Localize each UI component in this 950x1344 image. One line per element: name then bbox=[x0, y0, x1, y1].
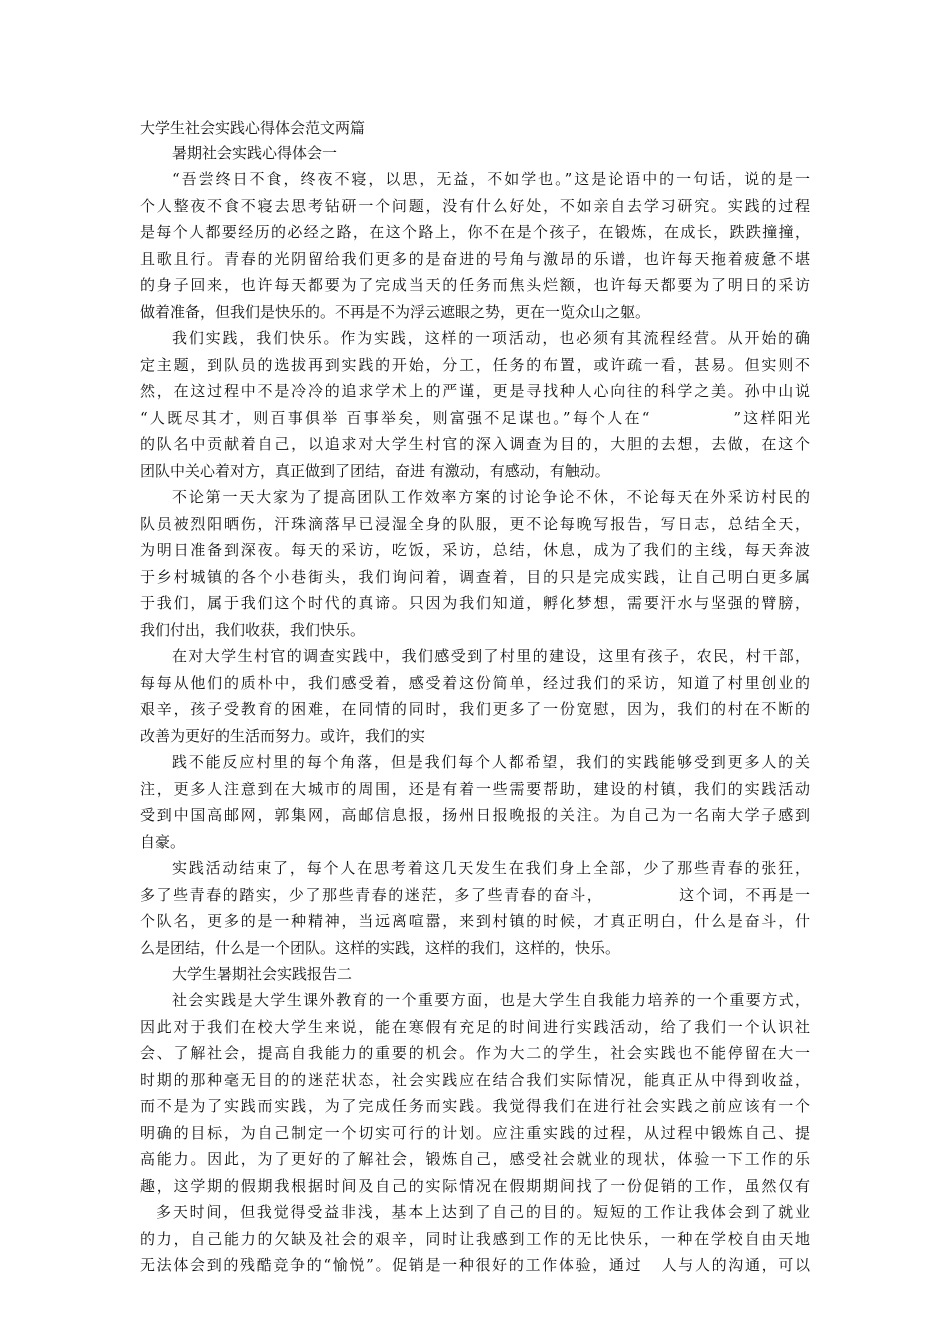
text-line: 会、了解社会，提高自我能力的重要的机会。作为大二的学生，社会实践也不能停留在大一 bbox=[140, 1044, 810, 1062]
text-line: 因此对于我们在校大学生来说，能在寒假有充足的时间进行实践活动，给了我们一个认识社 bbox=[140, 1017, 810, 1036]
text-line: 的力，自己能力的欠缺及社会的艰辛，同时让我感到工作的无比快乐，一种在学校自由天地 bbox=[140, 1229, 810, 1248]
text-line: 团队中关心着对方，真正做到了团结，奋进 有激动，有感动，有触动。 bbox=[140, 461, 610, 480]
paragraph-3 bbox=[140, 484, 810, 643]
text-line: “吾尝终日不食，终夜不寝，以思，无益，不如学也。”这是论语中的一句话，说的是一 bbox=[172, 170, 810, 188]
paragraph-4 bbox=[140, 643, 810, 749]
text-line: 我们实践，我们快乐。作为实践，这样的一项活动，也必须有其流程经营。从开始的确 bbox=[172, 329, 810, 347]
text-line: 队员被烈阳晒伤，汗珠滴落早已浸湿全身的队服，更不论每晚写报告，写日志，总结全天， bbox=[140, 514, 810, 533]
text-line: 不论第一天大家为了提高团队工作效率方案的讨论争论不休，不论每天在外采访村民的 bbox=[172, 488, 810, 506]
text-line: 艰辛，孩子受教育的困难，在同情的同时，我们更多了一份宽慰，因为，我们的村在不断的 bbox=[140, 700, 810, 718]
text-line: 是每个人都要经历的必经之路，在这个路上，你不在是个孩子，在锻炼，在成长，跌跌撞撞， bbox=[140, 223, 810, 241]
text-line: 为明日准备到深夜。每天的采访，吃饭，采访，总结，休息，成为了我们的主线，每天奔波 bbox=[140, 541, 810, 559]
paragraph-5 bbox=[140, 749, 810, 855]
section-heading-2: 大学生暑期社会实践报告二 bbox=[172, 965, 353, 983]
text-line: 多天时间，但我觉得受益非浅，基本上达到了自己的目的。短短的工作让我体会到了就业 bbox=[156, 1203, 810, 1221]
text-line: 个人整夜不食不寝去思考钻研一个问题，没有什么好处，不如亲自去学习研究。实践的过程 bbox=[140, 196, 810, 215]
text-line: 多了些青春的踏实，少了那些青春的迷茫，多了些青春的奋斗， 这个词，不再是一 bbox=[140, 885, 810, 904]
text-line: “人既尽其才，则百事俱举 百事举矣，则富强不足谋也。”每个人在“ ”这样阳光 bbox=[140, 408, 810, 427]
document-title: 大学生社会实践心得体会范文两篇 bbox=[140, 119, 366, 137]
text-line: 么是团结，什么是一个团队。这样的实践，这样的我们，这样的，快乐。 bbox=[140, 938, 621, 957]
paragraph-6 bbox=[140, 855, 810, 961]
text-line: 于我们，属于我们这个时代的真谛。只因为我们知道，孵化梦想，需要汗水与坚强的臂膀， bbox=[140, 594, 810, 612]
text-line: 的身子回来，也许每天都要为了完成当天的任务而焦头烂额，也许每天都要为了明日的采访 bbox=[140, 276, 810, 294]
paragraph-7 bbox=[140, 987, 810, 1199]
text-line: 时期的那种毫无目的的迷茫状态，社会实践应在结合我们实际情况，能真正从中得到收益， bbox=[140, 1070, 810, 1089]
paragraph-2 bbox=[140, 325, 810, 484]
text-line: 自豪。 bbox=[140, 832, 186, 851]
text-line: 高能力。因此，为了更好的了解社会，锻炼自己，感受社会就业的现状，体验一下工作的乐 bbox=[140, 1150, 810, 1168]
text-line: 受到中国高邮网，郭集网，高邮信息报，扬州日报晚报的关注。为自己为一名南大学子感到 bbox=[140, 806, 810, 824]
document-page bbox=[140, 116, 810, 1279]
text-line: 定主题，到队员的选拔再到实践的开始，分工，任务的布置，或许疏一看，甚易。但实则不 bbox=[140, 355, 810, 374]
paragraph-8 bbox=[140, 1199, 810, 1279]
text-line: 注，更多人注意到在大城市的周围，还是有着一些需要帮助，建设的村镇，我们的实践活动 bbox=[140, 779, 810, 798]
paragraph-1 bbox=[140, 166, 810, 325]
section-heading-1: 暑期社会实践心得体会一 bbox=[172, 144, 338, 162]
text-line: 实践活动结束了，每个人在思考着这几天发生在我们身上全部，少了那些青春的张狂， bbox=[172, 859, 810, 877]
text-line: 于乡村城镇的各个小巷街头，我们询问着，调查着，目的只是完成实践，让自己明白更多属 bbox=[140, 567, 810, 586]
text-line: 无法体会到的残酷竞争的“愉悦”。促销是一种很好的工作体验，通过 人与人的沟通，可以 bbox=[140, 1256, 810, 1274]
text-line: 我们付出，我们收获，我们快乐。 bbox=[140, 620, 366, 639]
text-line: 社会实践是大学生课外教育的一个重要方面，也是大学生自我能力培养的一个重要方式， bbox=[172, 991, 810, 1009]
text-line: 趣，这学期的假期我根据时间及自己的实际情况在假期期间找了一份促销的工作，虽然仅有 bbox=[140, 1176, 810, 1195]
text-line: 改善为更好的生活而努力。或许，我们的实 bbox=[140, 726, 426, 745]
text-line: 践不能反应村里的每个角落，但是我们每个人都希望，我们的实践能够受到更多人的关 bbox=[172, 753, 810, 771]
text-line: 做着准备，但我们是快乐的。不再是不为浮云遮眼之势，更在一览众山之躯。 bbox=[140, 302, 651, 321]
text-line: 在对大学生村官的调查实践中，我们感受到了村里的建设，这里有孩子，农民，村干部， bbox=[172, 647, 810, 665]
text-line: 的队名中贡献着自己，以追求对大学生村官的深入调查为目的，大胆的去想，去做，在这个 bbox=[140, 435, 810, 453]
text-line: 明确的目标，为自己制定一个切实可行的计划。应注重实践的过程，从过程中锻炼自己、提 bbox=[140, 1123, 810, 1142]
text-line: 然，在这过程中不是冷冷的追求学术上的严谨，更是寻找种人心向往的科学之美。孙中山说 bbox=[140, 382, 810, 400]
text-line: 且歌且行。青春的光阴留给我们更多的是奋进的号角与激昂的乐谱，也许每天拖着疲惫不堪 bbox=[140, 249, 810, 268]
text-line: 而不是为了实践而实践，为了完成任务而实践。我觉得我们在进行社会实践之前应该有一个 bbox=[140, 1097, 810, 1115]
text-line: 个队名，更多的是一种精神，当远离喧嚣，来到村镇的时候，才真正明白，什么是奋斗，什 bbox=[140, 912, 810, 930]
text-line: 每每从他们的质朴中，我们感受着，感受着这份简单，经过我们的采访，知道了村里创业的 bbox=[140, 673, 810, 692]
